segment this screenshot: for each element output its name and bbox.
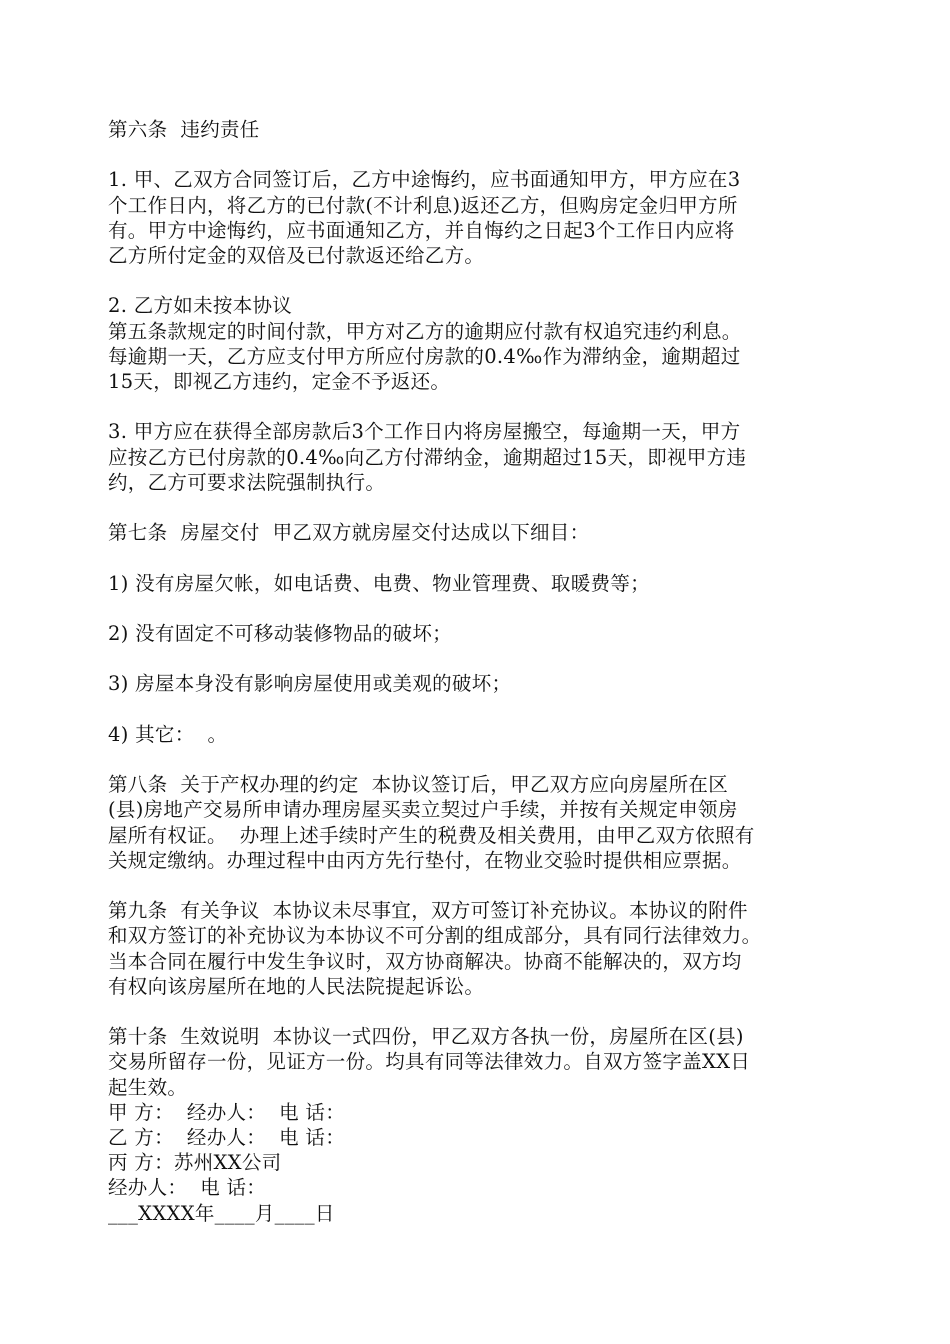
contract-page [108, 117, 848, 1226]
paragraph-line: 个工作日内，将乙方的已付款(不计利息)返还乙方，但购房定金归甲方所 [108, 193, 738, 217]
contract-paragraph [108, 520, 848, 545]
paragraph-line: (县)房地产交易所申请办理房屋买卖立契过户手续，并按有关规定申领房 [108, 798, 738, 822]
contract-paragraph [108, 898, 848, 999]
paragraph-line: 和双方签订的补充协议为本协议不可分割的组成部分，具有同行法律效力。 [108, 924, 762, 948]
paragraph-line: 起生效。 [108, 1075, 188, 1099]
contract-paragraph [108, 117, 848, 142]
paragraph-line: 第十条 生效说明 本协议一式四份，甲乙双方各执一份，房屋所在区(县) [108, 1025, 744, 1049]
paragraph-line: 每逾期一天，乙方应支付甲方所应付房款的0.4‰作为滞纳金，逾期超过 [108, 344, 741, 368]
paragraph-line: 第八条 关于产权办理的约定 本协议签订后，甲乙双方应向房屋所在区 [108, 773, 728, 797]
paragraph-line: 经办人： 电 话： [108, 1176, 267, 1200]
paragraph-line: 第七条 房屋交付 甲乙双方就房屋交付达成以下细目： [108, 521, 590, 545]
paragraph-line: 第五条款规定的时间付款，甲方对乙方的逾期应付款有权追究违约利息。 [108, 319, 742, 343]
paragraph-line: 屋所有权证。 办理上述手续时产生的税费及相关费用，由甲乙双方依照有 [108, 823, 755, 847]
paragraph-line: 3. 甲方应在获得全部房款后3个工作日内将房屋搬空，每逾期一天，甲方 [108, 420, 741, 444]
contract-paragraph [108, 571, 848, 596]
contract-paragraph [108, 671, 848, 696]
paragraph-line: 有权向该房屋所在地的人民法院提起诉讼。 [108, 974, 485, 998]
contract-paragraph [108, 167, 848, 268]
paragraph-line: 15天，即视乙方违约，定金不予返还。 [108, 370, 451, 393]
paragraph-line: ___XXXX年____月____日 [108, 1201, 335, 1225]
paragraph-line: 有。甲方中途悔约，应书面通知乙方，并自悔约之日起3个工作日内应将 [108, 218, 735, 242]
paragraph-line: 丙 方：苏州XX公司 [108, 1151, 282, 1175]
paragraph-line: 应按乙方已付房款的0.4‰向乙方付滞纳金，逾期超过15天，即视甲方违 [108, 445, 747, 469]
paragraph-line: 约，乙方可要求法院强制执行。 [108, 470, 386, 494]
paragraph-line: 乙 方： 经办人： 电 话： [108, 1125, 345, 1149]
paragraph-line: 2. 乙方如未按本协议 [108, 294, 293, 318]
contract-paragraph [108, 621, 848, 646]
paragraph-line: 当本合同在履行中发生争议时，双方协商解决。协商不能解决的，双方均 [108, 949, 742, 973]
contract-paragraph [108, 722, 848, 747]
contract-paragraph [108, 1024, 848, 1226]
paragraph-line: 1. 甲、乙双方合同签订后，乙方中途悔约，应书面通知甲方，甲方应在3 [108, 168, 741, 192]
contract-paragraph [108, 419, 848, 495]
paragraph-line: 4) 其它： 。 [108, 722, 228, 746]
paragraph-line: 第九条 有关争议 本协议未尽事宜，双方可签订补充协议。本协议的附件 [108, 899, 748, 923]
paragraph-line: 3) 房屋本身没有影响房屋使用或美观的破坏； [108, 672, 512, 696]
paragraph-line: 1) 没有房屋欠帐，如电话费、电费、物业管理费、取暖费等； [108, 571, 650, 595]
paragraph-line: 乙方所付定金的双倍及已付款返还给乙方。 [108, 244, 485, 267]
paragraph-line: 2) 没有固定不可移动装修物品的破坏； [108, 621, 452, 645]
paragraph-line: 第六条 违约责任 [108, 118, 260, 141]
paragraph-line: 关规定缴纳。办理过程中由丙方先行垫付，在物业交验时提供相应票据。 [108, 848, 742, 872]
paragraph-line: 交易所留存一份，见证方一份。均具有同等法律效力。自双方签字盖XX日 [108, 1050, 751, 1074]
paragraph-line: 甲 方： 经办人： 电 话： [108, 1100, 345, 1124]
contract-paragraph [108, 772, 848, 873]
contract-paragraph [108, 293, 848, 394]
